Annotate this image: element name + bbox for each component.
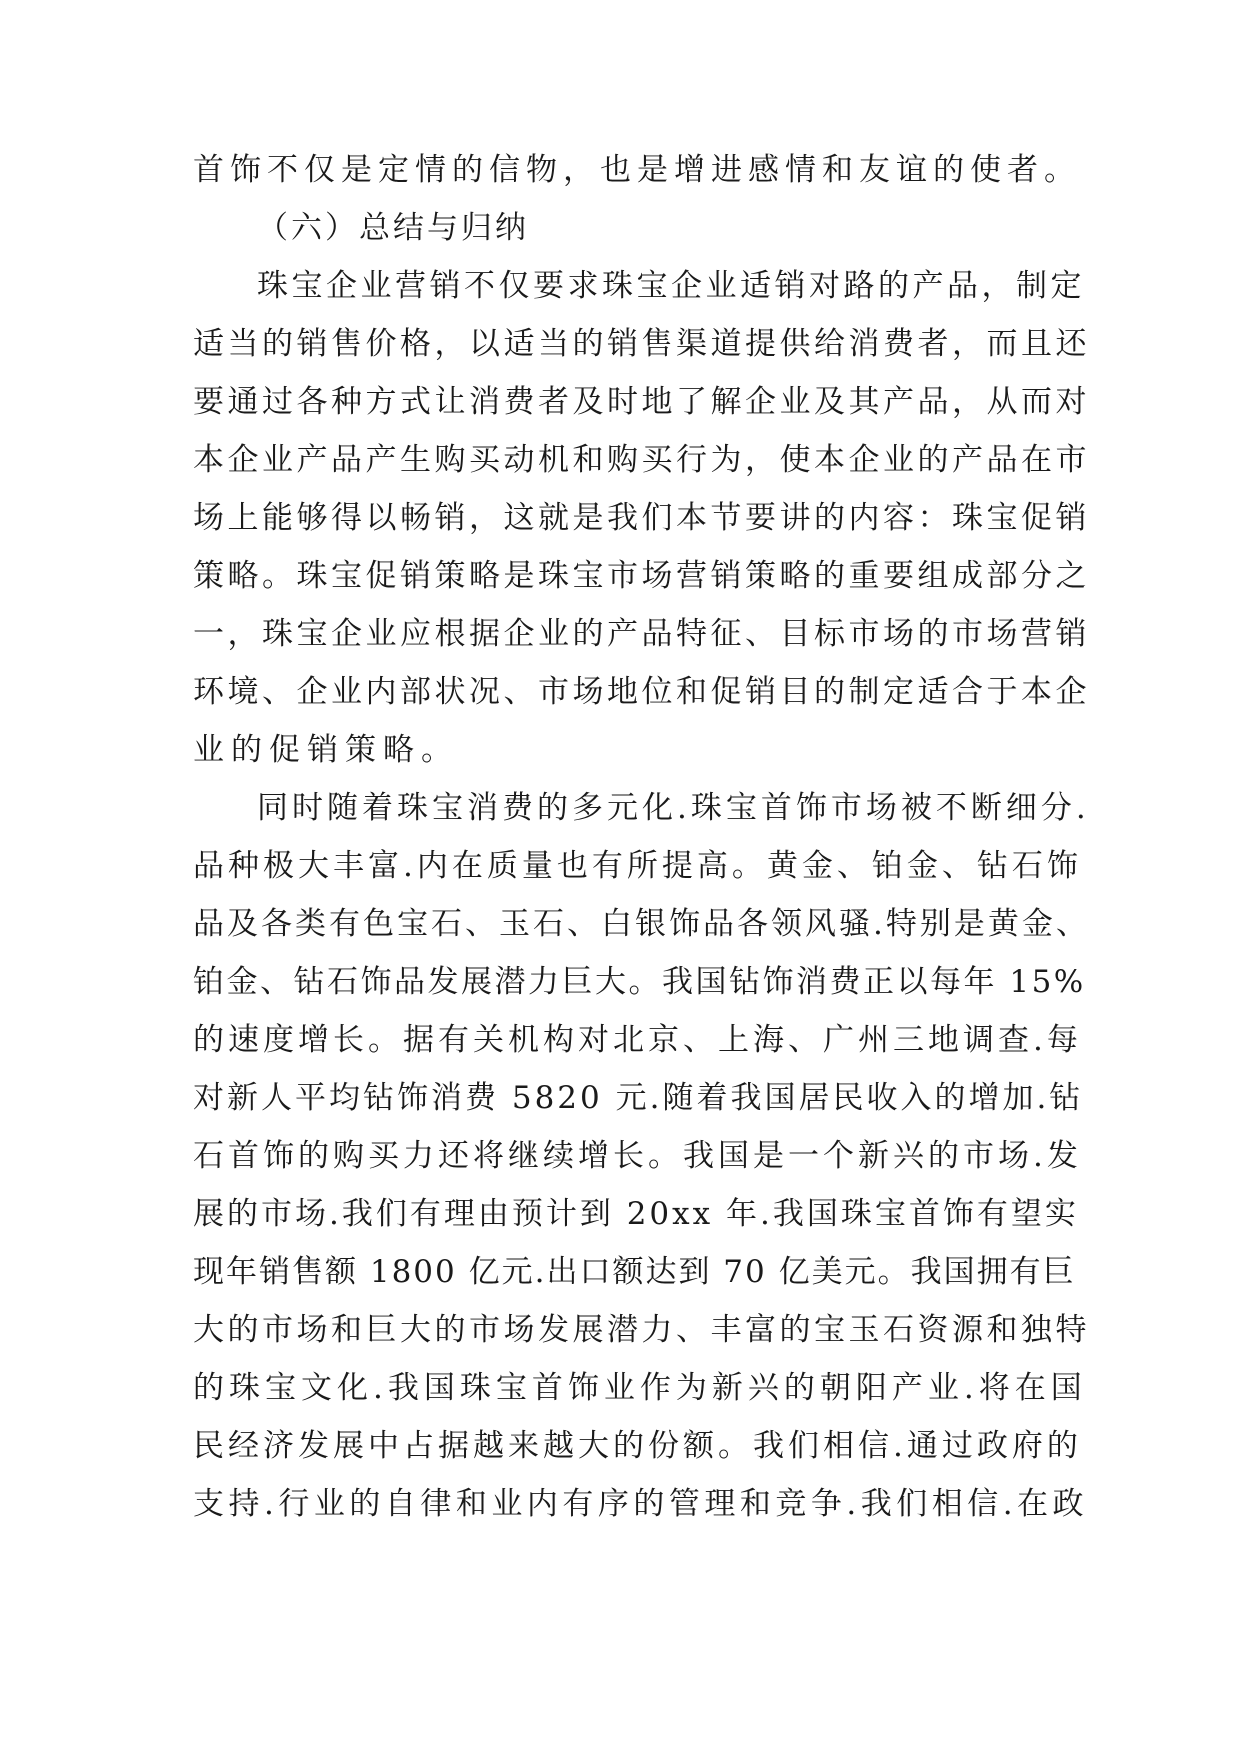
paragraph-line: 现年销售额 1800 亿元.出口额达到 70 亿美元。我国拥有巨 bbox=[193, 1254, 1076, 1290]
paragraph-line: 本企业产品产生购买动机和购买行为，使本企业的产品在市 bbox=[193, 442, 1090, 478]
paragraph-line: 支持.行业的自律和业内有序的管理和竞争.我们相信.在政 bbox=[193, 1486, 1089, 1522]
paragraph-line: 场上能够得以畅销，这就是我们本节要讲的内容：珠宝促销 bbox=[193, 500, 1090, 536]
paragraph-line: 业的促销策略。 bbox=[193, 732, 459, 768]
paragraph-line: 品及各类有色宝石、玉石、白银饰品各领风骚.特别是黄金、 bbox=[193, 906, 1090, 942]
paragraph-line: 一，珠宝企业应根据企业的产品特征、目标市场的市场营销 bbox=[193, 616, 1090, 652]
paragraph-line: 环境、企业内部状况、市场地位和促销目的制定适合于本企 bbox=[193, 674, 1090, 710]
paragraph-line: 大的市场和巨大的市场发展潜力、丰富的宝玉石资源和独特 bbox=[193, 1312, 1090, 1348]
paragraph-line: 策略。珠宝促销策略是珠宝市场营销策略的重要组成部分之 bbox=[193, 558, 1090, 594]
paragraph-line: 首饰不仅是定情的信物，也是增进感情和友谊的使者。 bbox=[193, 152, 1081, 188]
paragraph-line: 的珠宝文化.我国珠宝首饰业作为新兴的朝阳产业.将在国 bbox=[193, 1370, 1087, 1406]
paragraph-line: 要通过各种方式让消费者及时地了解企业及其产品，从而对 bbox=[193, 384, 1090, 420]
paragraph-line: 民经济发展中占据越来越大的份额。我们相信.通过政府的 bbox=[193, 1428, 1082, 1464]
section-heading: （六）总结与归纳 bbox=[257, 210, 529, 246]
paragraph-line: 铂金、钻石饰品发展潜力巨大。我国钻饰消费正以每年 15% bbox=[193, 964, 1086, 1000]
paragraph-line: 展的市场.我们有理由预计到 20xx 年.我国珠宝首饰有望实 bbox=[193, 1196, 1079, 1232]
paragraph-line: 品种极大丰富.内在质量也有所提高。黄金、铂金、钻石饰 bbox=[193, 848, 1082, 884]
paragraph-line: 石首饰的购买力还将继续增长。我国是一个新兴的市场.发 bbox=[193, 1138, 1082, 1174]
paragraph-line: 同时随着珠宝消费的多元化.珠宝首饰市场被不断细分. bbox=[257, 790, 1090, 826]
paragraph-line: 对新人平均钻饰消费 5820 元.随着我国居民收入的增加.钻 bbox=[193, 1080, 1084, 1116]
paragraph-line: 适当的销售价格，以适当的销售渠道提供给消费者，而且还 bbox=[193, 326, 1090, 362]
paragraph-line: 珠宝企业营销不仅要求珠宝企业适销对路的产品，制定 bbox=[257, 268, 1085, 304]
paragraph-line: 的速度增长。据有关机构对北京、上海、广州三地调查.每 bbox=[193, 1022, 1082, 1058]
